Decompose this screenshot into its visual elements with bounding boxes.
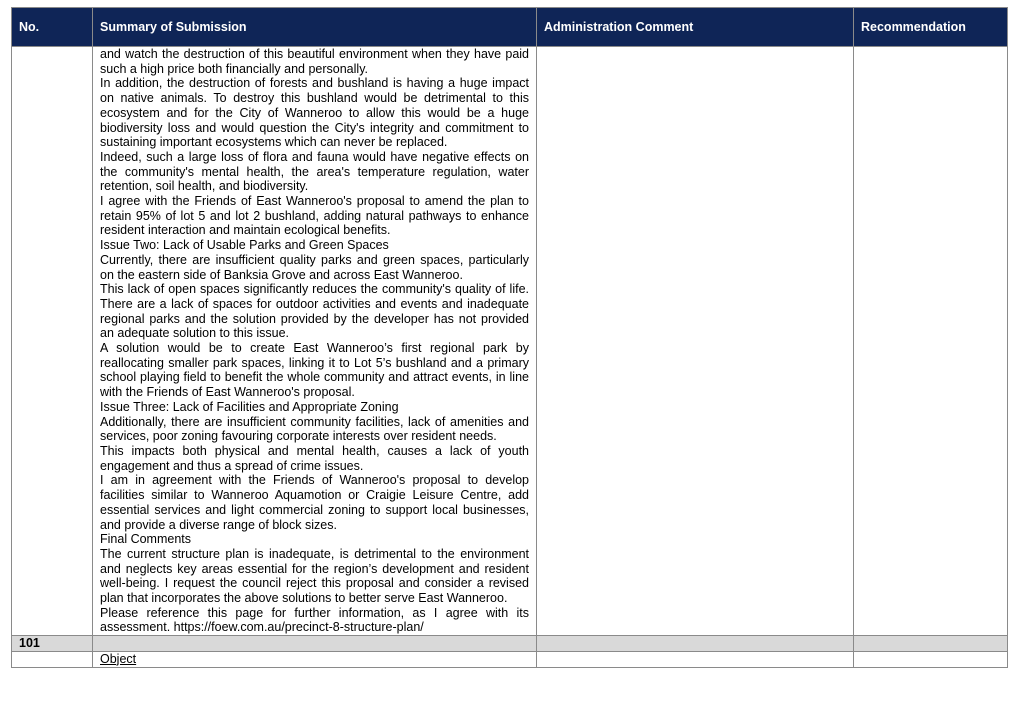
header-admin-comment: Administration Comment [537, 8, 854, 47]
summary-paragraph: I am in agreement with the Friends of Wanneroo's proposal to develop facilities similar to Wanneroo Aquamotion or Craigie Leisure Centre, add essential services and light commercial zoning to support local businesses, and provide a diverse range of block sizes. [100, 473, 529, 532]
table-row-number [12, 636, 1008, 652]
summary-paragraph: The current structure plan is inadequate, is detrimental to the environment and neglects key areas essential for the region’s development and resident well-being. I request the council reject this proposal and consider a revised plan that incorporates the above solutions to better serve East Wanneroo. [100, 546, 529, 606]
header-no: No. [12, 8, 93, 47]
cell-empty [854, 636, 1008, 652]
cell-number [12, 47, 93, 636]
header-summary: Summary of Submission [93, 8, 537, 47]
table-row [12, 651, 1008, 667]
summary-paragraph: Indeed, such a large loss of flora and fauna would have negative effects on the community's mental health, the area's temperature regulation, water retention, soil health, and biodiversity. [100, 149, 529, 194]
submissions-table [11, 7, 1008, 668]
summary-paragraph: This lack of open spaces significantly reduces the community's quality of life. There are a lack of spaces for outdoor activities and events and inadequate regional parks and the solution provided by the developer has not provided an adequate solution to this issue. [100, 282, 529, 341]
summary-paragraph: Additionally, there are insufficient community facilities, lack of amenities and services, poor zoning favouring corporate interests over resident needs. [100, 414, 529, 444]
cell-empty [537, 636, 854, 652]
summary-paragraph: I agree with the Friends of East Wanneroo's proposal to amend the plan to retain 95% of lot 5 and lot 2 bushland, adding natural pathways to enhance resident interaction and maintain ecological benefits. [100, 194, 529, 238]
summary-paragraph: This impacts both physical and mental health, causes a lack of youth engagement and thus a spread of crime issues. [100, 443, 529, 473]
table-row [12, 47, 1008, 636]
cell-recommendation [854, 47, 1008, 636]
summary-paragraph: and watch the destruction of this beautiful environment when they have paid such a high price both financially and personally. [100, 47, 529, 76]
summary-paragraph: Please reference this page for further information, as I agree with its assessment. https://foew.com.au/precinct-8-structure-plan/ [100, 605, 529, 635]
summary-heading: Issue Two: Lack of Usable Parks and Green Spaces [100, 238, 389, 253]
summary-heading: Issue Three: Lack of Facilities and Appropriate Zoning [100, 399, 399, 414]
cell-summary [93, 47, 537, 636]
header-recommendation: Recommendation [854, 8, 1008, 47]
cell-admin-comment [537, 47, 854, 636]
summary-paragraph: Currently, there are insufficient quality parks and green spaces, particularly on the eastern side of Banksia Grove and across East Wanneroo. [100, 252, 529, 282]
summary-paragraph: In addition, the destruction of forests and bushland is having a huge impact on native animals. To destroy this bushland would be detrimental to this ecosystem and for the City of Wanneroo to allow this would be a huge biodiversity loss and would question the City's integrity and commitment to sustaining important ecosystems which can never be replaced. [100, 76, 529, 150]
object-label: Object [100, 651, 137, 666]
cell-empty [12, 651, 93, 667]
summary-heading: Final Comments [100, 532, 191, 547]
table-header-row [12, 8, 1008, 47]
cell-empty [854, 651, 1008, 667]
submission-number: 101 [12, 636, 93, 652]
cell-empty [537, 651, 854, 667]
summary-paragraph: A solution would be to create East Wanneroo’s first regional park by reallocating smaller park spaces, linking it to Lot 5’s bushland and a primary school playing field to benefit the whole community and attract events, in line with the Friends of East Wanneroo's proposal. [100, 341, 529, 400]
cell-summary [93, 651, 537, 667]
cell-empty [93, 636, 537, 652]
